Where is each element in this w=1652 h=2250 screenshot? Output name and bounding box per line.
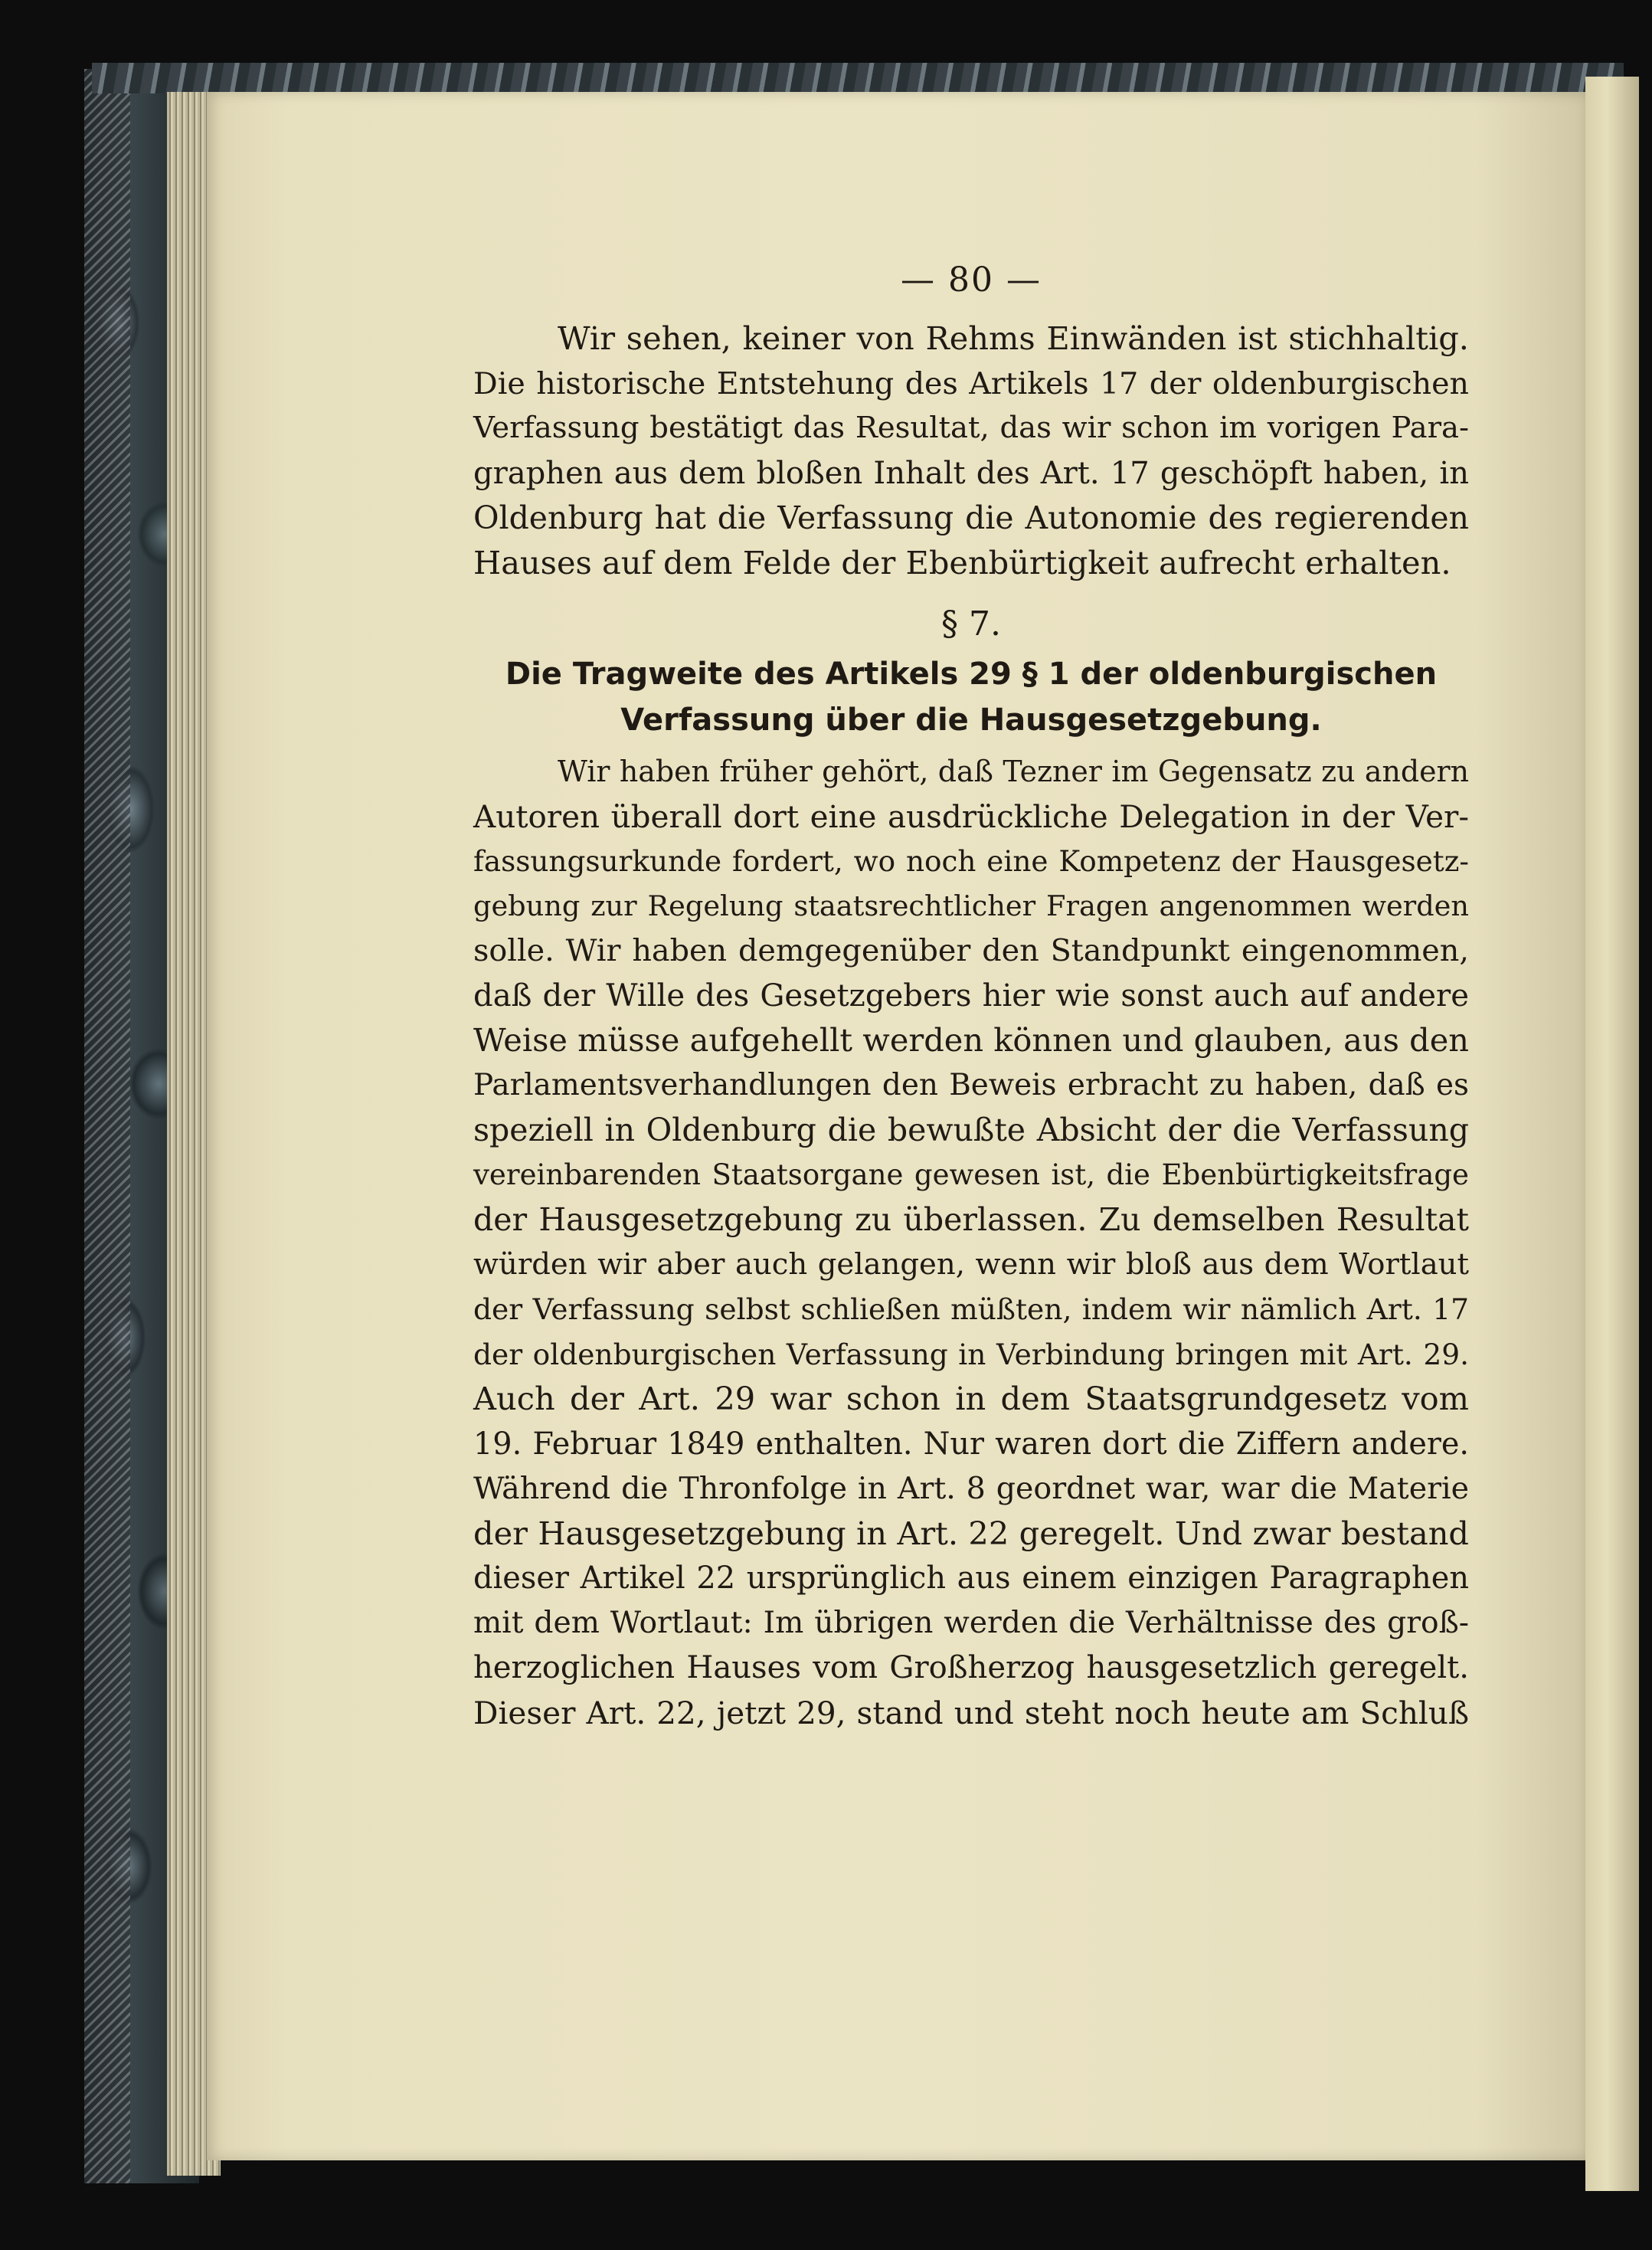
text-line: der oldenburgischen Verfassung in Verbindung bringen mit Art. 29. <box>473 1337 1469 1371</box>
text-line: Parlamentsverhandlungen den Beweis erbracht zu haben, daß es <box>473 1067 1469 1102</box>
page-number: — 80 — <box>901 260 1042 300</box>
text-line: Die historische Entstehung des Artikels 17 der oldenburgischen <box>473 365 1469 401</box>
section-number: § 7. <box>941 604 1001 644</box>
heading-line: Die Tragweite des Artikels 29 § 1 der oldenburgischen <box>505 657 1438 692</box>
text-line: der Hausgesetzgebung in Art. 22 geregelt. Und zwar bestand <box>473 1514 1469 1552</box>
text-line: Autoren überall dort eine ausdrückliche Delegation in der Ver- <box>473 797 1469 835</box>
text-line: Auch der Art. 29 war schon in dem Staatsgrundgesetz vom <box>473 1380 1469 1417</box>
text-line: Weise müsse aufgehellt werden können und glauben, aus den <box>473 1021 1469 1059</box>
text-line: fassungsurkunde fordert, wo noch eine Kompetenz der Hausgesetz- <box>473 844 1469 878</box>
section-heading <box>473 651 1469 743</box>
page-text <box>473 260 1469 1735</box>
cover-edge-pattern <box>84 69 130 2183</box>
text-line: Hauses auf dem Felde der Ebenbürtigkeit aufrecht erhalten. <box>473 543 1451 581</box>
text-line: Dieser Art. 22, jetzt 29, stand und steht noch heute am Schluß <box>473 1694 1469 1731</box>
intro-paragraph <box>473 316 1469 585</box>
text-line: Wir sehen, keiner von Rehms Einwänden ist stichhaltig. <box>558 319 1469 357</box>
text-line: mit dem Wortlaut: Im übrigen werden die Verhältnisse des groß- <box>473 1605 1469 1640</box>
text-line: vereinbarenden Staatsorgane gewesen ist, die Ebenbürtigkeitsfrage <box>473 1158 1469 1191</box>
text-line: herzoglichen Hauses vom Großherzog hausgesetzlich geregelt. <box>473 1650 1469 1685</box>
text-line: speziell in Oldenburg die bewußte Absicht der die Verfassung <box>473 1112 1469 1148</box>
top-cover-edge <box>92 63 1624 93</box>
body-paragraph <box>473 749 1469 1735</box>
heading-line: Verfassung über die Hausgesetzgebung. <box>620 703 1322 738</box>
text-line: daß der Wille des Gesetzgebers hier wie sonst auch auf andere <box>473 978 1469 1014</box>
text-line: Verfassung bestätigt das Resultat, das wir schon im vorigen Para- <box>473 411 1469 445</box>
text-line: solle. Wir haben demgegenüber den Standpunkt eingenommen, <box>473 933 1469 968</box>
text-line: gebung zur Regelung staatsrechtlicher Fragen angenommen werden <box>473 889 1469 922</box>
text-line: würden wir aber auch gelangen, wenn wir bloß aus dem Wortlaut <box>473 1246 1469 1282</box>
text-line: dieser Artikel 22 ursprünglich aus einem einzigen Paragraphen <box>473 1561 1469 1596</box>
facing-page-edge <box>1585 77 1639 2191</box>
text-line: Während die Thronfolge in Art. 8 geordnet war, war die Materie <box>473 1471 1469 1506</box>
text-line: der Hausgesetzgebung zu überlassen. Zu demselben Resultat <box>473 1201 1469 1238</box>
text-line: der Verfassung selbst schließen müßten, indem wir nämlich Art. 17 <box>473 1292 1469 1326</box>
text-line: Wir haben früher gehört, daß Tezner im Gegensatz zu andern <box>558 755 1469 788</box>
text-line: graphen aus dem bloßen Inhalt des Art. 17 geschöpft haben, in <box>473 455 1469 491</box>
text-line: 19. Februar 1849 enthalten. Nur waren dort die Ziffern andere. <box>473 1426 1469 1462</box>
text-line: Oldenburg hat die Verfassung die Autonomie des regierenden <box>473 499 1469 536</box>
